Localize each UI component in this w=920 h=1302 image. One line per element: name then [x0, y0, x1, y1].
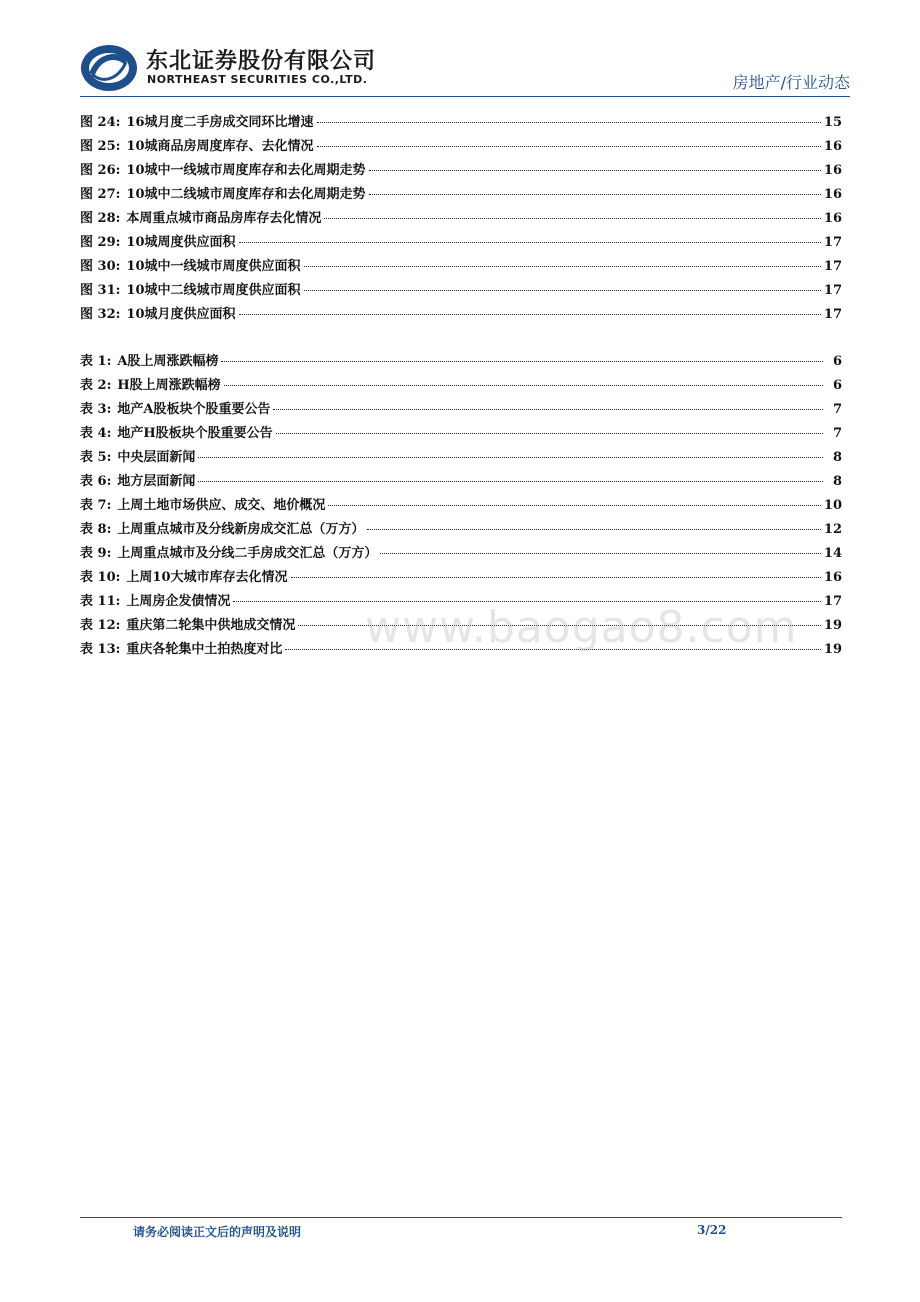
toc-entry-title: A股上周涨跌幅榜 [117, 354, 219, 369]
toc-entry-title: 10城商品房周度库存、去化情况 [126, 139, 314, 154]
toc-entry-label: 图 29: [80, 235, 121, 250]
toc-entry[interactable] [80, 518, 842, 542]
toc-entry[interactable] [80, 542, 842, 566]
toc-entry-title: 上周重点城市及分线新房成交汇总（万方） [117, 522, 365, 537]
dot-leader [317, 146, 821, 147]
toc-entry-title: 地方层面新闻 [117, 474, 196, 489]
toc-entry-label: 表 10: [80, 570, 121, 585]
toc-entry[interactable] [80, 374, 842, 398]
dot-leader [328, 505, 821, 506]
toc-entry-page: 12 [823, 522, 842, 537]
toc-entry-title: 重庆第二轮集中供地成交情况 [126, 618, 296, 633]
toc-entry-page: 8 [832, 474, 842, 489]
toc-entry-title: 10城中一线城市周度供应面积 [126, 259, 301, 274]
toc-entry[interactable] [80, 159, 842, 183]
toc-entry-label: 表 6: [80, 474, 112, 489]
toc-entry-title: 10城中二线城市周度库存和去化周期走势 [126, 187, 366, 202]
toc-entry-label: 表 1: [80, 354, 112, 369]
toc-entry-label: 图 31: [80, 283, 121, 298]
dot-leader [291, 577, 821, 578]
toc-entry[interactable] [80, 111, 842, 135]
toc-entry-title: 10城中二线城市周度供应面积 [126, 283, 301, 298]
toc-entry-page: 17 [823, 283, 842, 298]
dot-leader [239, 314, 821, 315]
page-number: 3/22 [697, 1223, 727, 1237]
report-category: 房地产/行业动态 [732, 73, 850, 92]
dot-leader [276, 433, 823, 434]
toc-entry-page: 16 [823, 139, 842, 154]
toc-entry[interactable] [80, 470, 842, 494]
toc-entry-label: 表 12: [80, 618, 121, 633]
toc-entry-page: 16 [823, 163, 842, 178]
toc-entry-label: 图 24: [80, 115, 121, 130]
dot-leader [380, 553, 821, 554]
toc-entry-page: 19 [823, 618, 842, 633]
dot-leader [369, 170, 821, 171]
toc-entry-page: 16 [823, 187, 842, 202]
toc-entry-page: 16 [823, 211, 842, 226]
toc-entry-label: 图 30: [80, 259, 121, 274]
toc-entry-page: 6 [832, 354, 842, 369]
toc-entry-label: 表 7: [80, 498, 112, 513]
toc-entry-label: 表 3: [80, 402, 112, 417]
toc-entry-label: 表 11: [80, 594, 121, 609]
toc-entry-page: 17 [823, 259, 842, 274]
footer-disclaimer: 请务必阅读正文后的声明及说明 [133, 1225, 302, 1239]
toc-entry[interactable] [80, 231, 842, 255]
toc-entry-page: 19 [823, 642, 842, 657]
toc-entry-title: 上周重点城市及分线二手房成交汇总（万方） [117, 546, 378, 561]
dot-leader [369, 194, 821, 195]
dot-leader [317, 122, 821, 123]
dot-leader [273, 409, 823, 410]
toc-entry-label: 图 25: [80, 139, 121, 154]
toc-entry-title: 10城中一线城市周度库存和去化周期走势 [126, 163, 366, 178]
toc-entry-page: 17 [823, 307, 842, 322]
toc-entry[interactable] [80, 255, 842, 279]
toc-entry-label: 表 2: [80, 378, 112, 393]
watermark: www.baogao8.com [365, 602, 798, 653]
toc-entry-label: 图 26: [80, 163, 121, 178]
toc-entry[interactable] [80, 279, 842, 303]
toc-entry-title: 10城周度供应面积 [126, 235, 236, 250]
toc-entry-title: 本周重点城市商品房库存去化情况 [126, 211, 322, 226]
toc-entry-page: 17 [823, 594, 842, 609]
dot-leader [239, 242, 821, 243]
toc-entry[interactable] [80, 446, 842, 470]
toc-entry-title: 10城月度供应面积 [126, 307, 236, 322]
toc-entry[interactable] [80, 422, 842, 446]
toc-entry-label: 表 9: [80, 546, 112, 561]
toc-entry-page: 6 [832, 378, 842, 393]
toc-entry[interactable] [80, 303, 842, 327]
dot-leader [198, 481, 823, 482]
dot-leader [224, 385, 823, 386]
toc-entry-label: 图 27: [80, 187, 121, 202]
toc-entry-label: 表 13: [80, 642, 121, 657]
figure-list [80, 111, 842, 327]
header-divider [80, 96, 850, 97]
toc-entry-page: 15 [823, 115, 842, 130]
toc-entry-title: 16城月度二手房成交同环比增速 [126, 115, 314, 130]
toc-entry[interactable] [80, 398, 842, 422]
toc-entry[interactable] [80, 207, 842, 231]
toc-entry-page: 16 [823, 570, 842, 585]
toc-entry-title: 地产H股板块个股重要公告 [117, 426, 273, 441]
dot-leader [198, 457, 823, 458]
toc-entry-label: 表 4: [80, 426, 112, 441]
toc-entry[interactable] [80, 566, 842, 590]
toc-entry-page: 7 [832, 426, 842, 441]
toc-entry-page: 14 [823, 546, 842, 561]
toc-entry-title: H股上周涨跌幅榜 [117, 378, 221, 393]
report-header [80, 40, 850, 108]
toc-entry-label: 图 28: [80, 211, 121, 226]
company-name-en: NORTHEAST SECURITIES CO.,LTD. [147, 73, 368, 86]
toc-entry-page: 10 [823, 498, 842, 513]
dot-leader [324, 218, 820, 219]
toc-entry-label: 表 5: [80, 450, 112, 465]
toc-entry-page: 8 [832, 450, 842, 465]
northeast-securities-logo-icon [80, 44, 138, 92]
toc-entry-title: 上周房企发债情况 [126, 594, 231, 609]
dot-leader [221, 361, 823, 362]
dot-leader [367, 529, 821, 530]
toc-entry-title: 上周10大城市库存去化情况 [126, 570, 288, 585]
toc-entry-title: 中央层面新闻 [117, 450, 196, 465]
toc-entry[interactable] [80, 135, 842, 159]
toc-entry-label: 表 8: [80, 522, 112, 537]
toc-entry[interactable] [80, 350, 842, 374]
toc-entry-page: 17 [823, 235, 842, 250]
toc-entry-label: 图 32: [80, 307, 121, 322]
toc-entry[interactable] [80, 183, 842, 207]
toc-entry-title: 重庆各轮集中土拍热度对比 [126, 642, 283, 657]
toc-entry[interactable] [80, 494, 842, 518]
company-name-cn: 东北证券股份有限公司 [146, 49, 377, 74]
dot-leader [304, 290, 821, 291]
toc-entry-title: 上周土地市场供应、成交、地价概况 [117, 498, 326, 513]
dot-leader [304, 266, 821, 267]
footer-divider [80, 1217, 842, 1218]
toc-entry-page: 7 [832, 402, 842, 417]
toc-entry-title: 地产A股板块个股重要公告 [117, 402, 271, 417]
